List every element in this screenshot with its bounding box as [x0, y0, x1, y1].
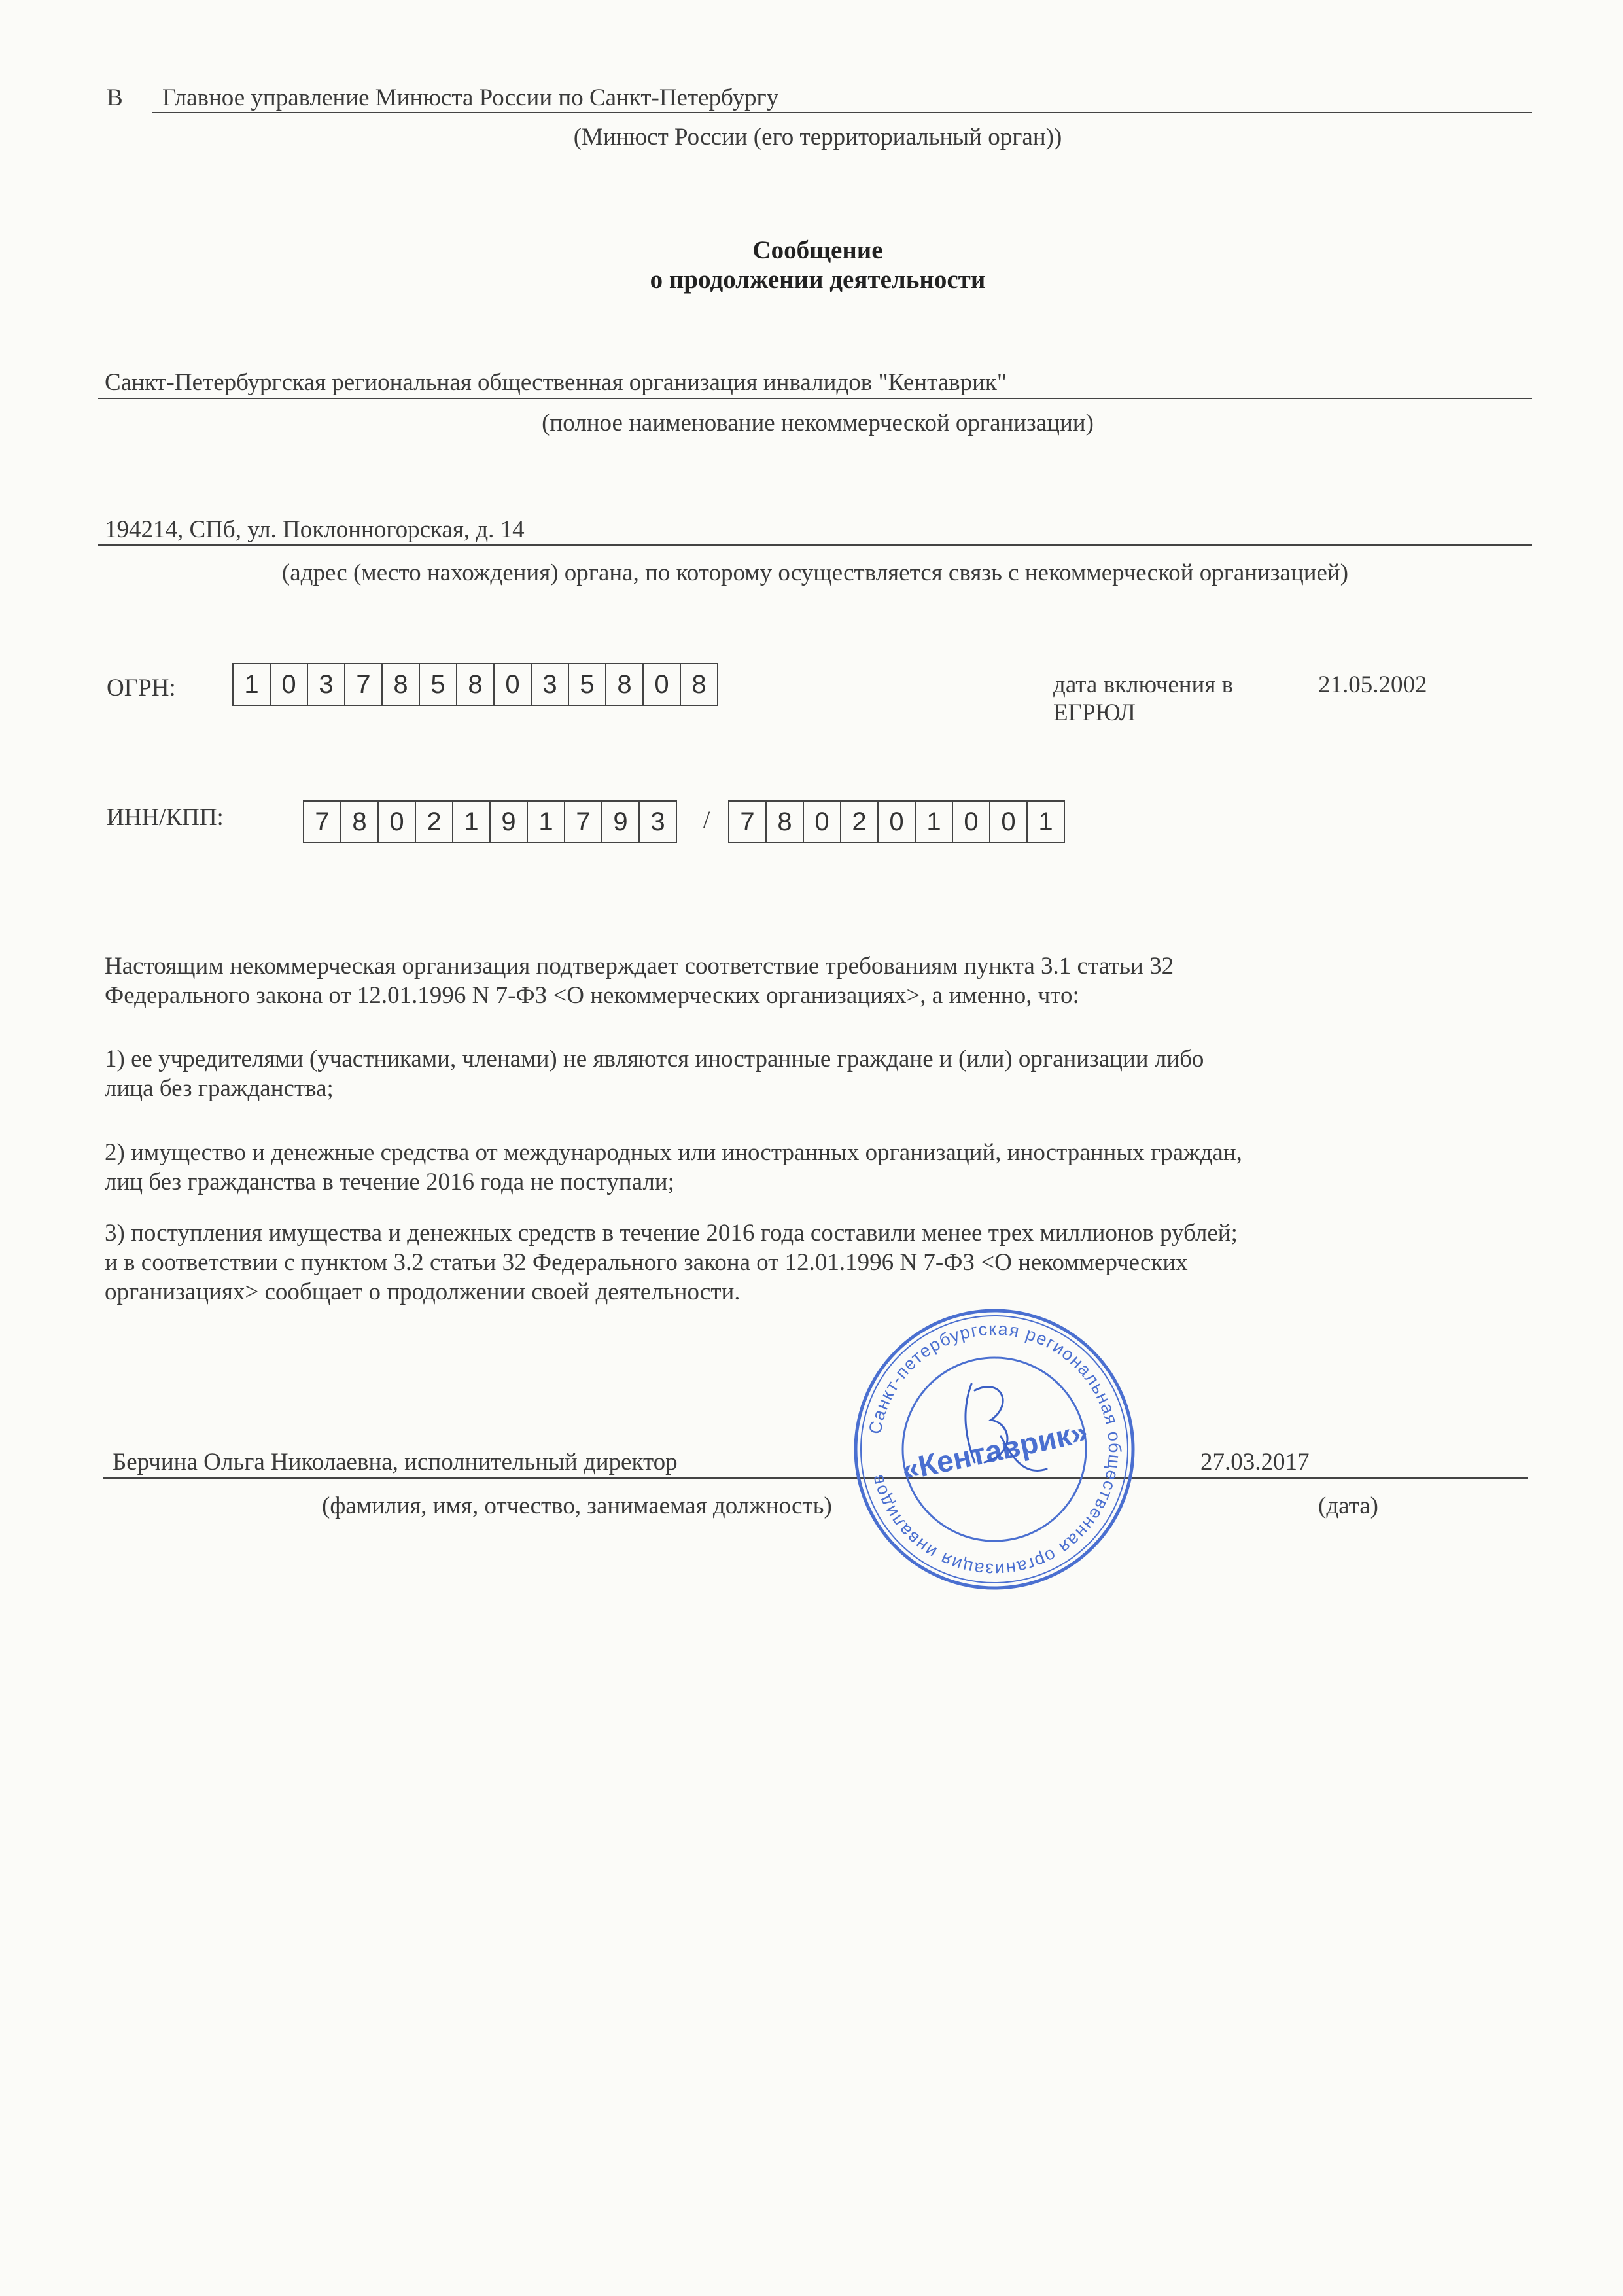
inn-digit: 9 [491, 802, 528, 842]
inn-digit: 2 [416, 802, 453, 842]
ogrn-digit: 8 [606, 664, 644, 705]
ogrn-digit: 8 [691, 669, 707, 699]
signature-underline [103, 1477, 1528, 1479]
organization-address: 194214, СПб, ул. Поклонногорская, д. 14 [105, 516, 525, 543]
organization-name-underline [98, 398, 1532, 399]
organization-name-caption: (полное наименование некоммерческой организации) [542, 410, 1094, 436]
body-item1-line2: лица без гражданства; [105, 1075, 334, 1102]
kpp-digit: 0 [953, 802, 990, 842]
signature-date-caption: (дата) [1318, 1492, 1378, 1519]
body-item3-line1: 3) поступления имущества и денежных средств в течение 2016 года составили менее трех миллионов рублей; [105, 1220, 1238, 1246]
kpp-digit: 8 [767, 802, 804, 842]
kpp-digit-boxes [728, 800, 1065, 843]
inn-digit-boxes [303, 800, 677, 843]
recipient-caption: (Минюст России (его территориальный орган)) [573, 124, 1062, 150]
ogrn-digit: 0 [271, 664, 308, 705]
ogrn-digit: 8 [457, 664, 495, 705]
inn-digit: 3 [650, 807, 665, 836]
ogrn-digit: 7 [345, 664, 383, 705]
kpp-digit: 1 [1038, 807, 1053, 836]
body-item3-line2: и в соответствии с пунктом 3.2 статьи 32 Федерального закона от 12.01.1996 N 7-ФЗ <О некоммерческих [105, 1249, 1188, 1276]
ogrn-digit-boxes [232, 663, 718, 706]
signer-caption: (фамилия, имя, отчество, занимаемая должность) [322, 1492, 832, 1519]
ogrn-digit: 5 [569, 664, 606, 705]
kpp-digit: 0 [990, 802, 1028, 842]
kpp-digit: 7 [729, 802, 767, 842]
inn-digit: 8 [341, 802, 379, 842]
ogrn-digit: 3 [532, 664, 569, 705]
kpp-digit: 0 [804, 802, 841, 842]
recipient-prefix: В [107, 84, 123, 111]
inn-digit: 1 [453, 802, 491, 842]
body-item1-line1: 1) ее учредителями (участниками, членами) не являются иностранные граждане и (или) организации либо [105, 1046, 1204, 1072]
body-intro-line1: Настоящим некоммерческая организация подтверждает соответствие требованиям пункта 3.1 статьи 32 [105, 953, 1174, 980]
ogrn-date-label: дата включения в [1053, 671, 1234, 698]
ogrn-digit: 5 [420, 664, 457, 705]
kpp-digit: 2 [841, 802, 879, 842]
body-item2-line2: лиц без гражданства в течение 2016 года не поступали; [105, 1169, 674, 1195]
recipient-underline [152, 112, 1532, 113]
ogrn-date-value: 21.05.2002 [1318, 671, 1427, 698]
document-title: Сообщение [752, 236, 883, 264]
inn-digit: 1 [528, 802, 565, 842]
inn-digit: 7 [565, 802, 602, 842]
organization-seal-stamp [850, 1305, 1138, 1593]
document-subtitle: о продолжении деятельности [650, 266, 986, 294]
kpp-digit: 0 [879, 802, 916, 842]
organization-address-underline [98, 544, 1532, 546]
ogrn-digit: 1 [234, 664, 271, 705]
body-item2-line1: 2) имущество и денежные средства от международных или иностранных организаций, иностранных граждан, [105, 1139, 1242, 1166]
ogrn-digit: 8 [383, 664, 420, 705]
body-intro-line2: Федерального закона от 12.01.1996 N 7-ФЗ <О некоммерческих организациях>, а именно, что: [105, 982, 1079, 1009]
recipient-name: Главное управление Минюста России по Санкт-Петербургу [162, 84, 779, 111]
signer-name: Берчина Ольга Николаевна, исполнительный директор [113, 1449, 678, 1475]
ogrn-digit: 3 [308, 664, 345, 705]
inn-digit: 7 [304, 802, 341, 842]
svg-text:«Кентаврик»: «Кентаврик» [898, 1414, 1091, 1487]
inn-kpp-separator: / [703, 807, 710, 834]
organization-address-caption: (адрес (место нахождения) органа, по которому осуществляется связь с некоммерческой организацией) [281, 559, 1349, 586]
inn-kpp-label: ИНН/КПП: [107, 804, 224, 831]
ogrn-digit: 0 [495, 664, 532, 705]
ogrn-label: ОГРН: [107, 675, 176, 701]
organization-name: Санкт-Петербургская региональная общественная организация инвалидов "Кентаврик" [105, 369, 1007, 396]
signature-date: 27.03.2017 [1200, 1449, 1310, 1475]
ogrn-date-label-egrul: ЕГРЮЛ [1053, 699, 1136, 726]
ogrn-digit: 0 [644, 664, 681, 705]
body-item3-line3: организациях> сообщает о продолжении своей деятельности. [105, 1279, 741, 1305]
kpp-digit: 1 [916, 802, 953, 842]
inn-digit: 9 [602, 802, 640, 842]
inn-digit: 0 [379, 802, 416, 842]
svg-text:Санкт-петербургская региональн: Санкт-петербургская региональная общественная организация инвалидов [865, 1318, 1125, 1580]
